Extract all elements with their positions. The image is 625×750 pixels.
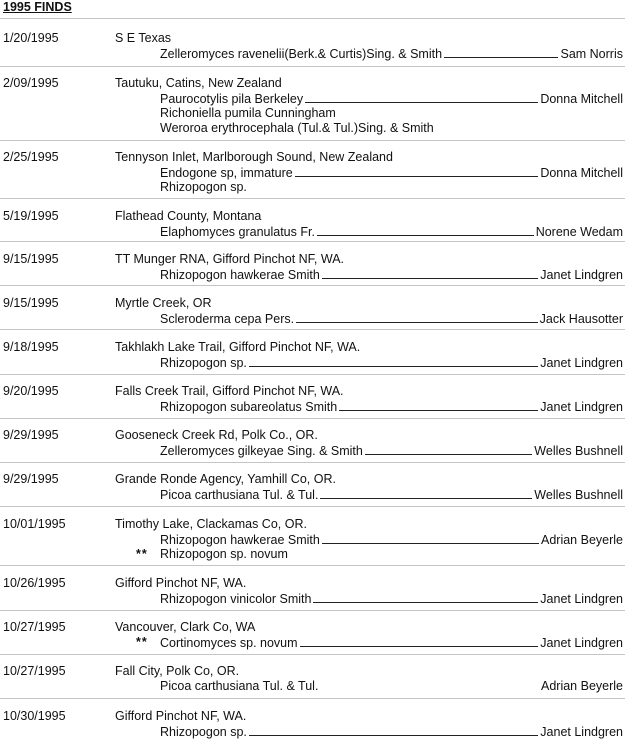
specimen-line bbox=[160, 180, 623, 195]
taxon-name: Rhizopogon vinicolor Smith bbox=[160, 592, 312, 606]
collector-name: Welles Bushnell bbox=[534, 444, 623, 458]
entry-divider bbox=[0, 198, 625, 199]
entry-divider bbox=[0, 374, 625, 375]
taxon-name: Rhizopogon sp. bbox=[160, 725, 247, 739]
collector-name: Janet Lindgren bbox=[540, 725, 623, 739]
entry-divider bbox=[0, 418, 625, 419]
leader-line bbox=[313, 591, 538, 603]
entry-date: 10/30/1995 bbox=[3, 709, 66, 723]
taxon-name: Scleroderma cepa Pers. bbox=[160, 312, 295, 326]
specimen-line bbox=[160, 121, 623, 136]
entry-location: Timothy Lake, Clackamas Co, OR. bbox=[115, 517, 307, 531]
specimen-line bbox=[160, 399, 623, 414]
entry-location: Tautuku, Catins, New Zealand bbox=[115, 76, 282, 90]
leader-line bbox=[365, 443, 532, 455]
specimen-line bbox=[136, 547, 623, 562]
leader-line bbox=[320, 487, 532, 499]
entry-location: Gifford Pinchot NF, WA. bbox=[115, 709, 247, 723]
leader-line bbox=[249, 724, 538, 736]
entry-location: Falls Creek Trail, Gifford Pinchot NF, WA. bbox=[115, 384, 344, 398]
specimen-line bbox=[160, 311, 623, 326]
leader-line bbox=[339, 399, 538, 411]
specimen-line bbox=[160, 679, 623, 694]
entry-date: 10/26/1995 bbox=[3, 576, 66, 590]
leader-line bbox=[305, 91, 538, 103]
specimen-line bbox=[160, 165, 623, 180]
leader-line bbox=[295, 165, 539, 177]
novum-marker: ** bbox=[136, 547, 148, 561]
taxon-name: Zelleromyces ravenelii(Berk.& Curtis)Sing. & Smith bbox=[160, 47, 443, 61]
taxon-name: Picoa carthusiana Tul. & Tul. bbox=[160, 679, 319, 693]
leader-line bbox=[296, 311, 538, 323]
leader-line bbox=[322, 267, 538, 279]
collector-name: Janet Lindgren bbox=[540, 400, 623, 414]
collector-name: Janet Lindgren bbox=[540, 268, 623, 282]
specimen-line bbox=[160, 591, 623, 606]
collector-name: Janet Lindgren bbox=[540, 356, 623, 370]
entry-location: Vancouver, Clark Co, WA bbox=[115, 620, 256, 634]
taxon-name: Picoa carthusiana Tul. & Tul. bbox=[160, 488, 319, 502]
specimen-line bbox=[160, 91, 623, 106]
entry-date: 9/29/1995 bbox=[3, 428, 59, 442]
taxon-name: Rhizopogon sp. bbox=[160, 180, 247, 194]
entry-date: 9/29/1995 bbox=[3, 472, 59, 486]
entry-divider bbox=[0, 329, 625, 330]
collector-name: Janet Lindgren bbox=[540, 636, 623, 650]
entry-location: Takhlakh Lake Trail, Gifford Pinchot NF, WA. bbox=[115, 340, 361, 354]
entry-location: Gifford Pinchot NF, WA. bbox=[115, 576, 247, 590]
specimen-line bbox=[160, 106, 623, 121]
taxon-name: Rhizopogon hawkerae Smith bbox=[160, 533, 320, 547]
entry-date: 9/15/1995 bbox=[3, 296, 59, 310]
collector-name: Janet Lindgren bbox=[540, 592, 623, 606]
entry-location: Gooseneck Creek Rd, Polk Co., OR. bbox=[115, 428, 318, 442]
specimen-line bbox=[160, 46, 623, 61]
taxon-name: Endogone sp, immature bbox=[160, 166, 293, 180]
collector-name: Welles Bushnell bbox=[534, 488, 623, 502]
leader-line bbox=[444, 46, 558, 58]
taxon-name: Richoniella pumila Cunningham bbox=[160, 106, 336, 120]
entry-location: Myrtle Creek, OR bbox=[115, 296, 212, 310]
entry-date: 2/25/1995 bbox=[3, 150, 59, 164]
entry-location: Grande Ronde Agency, Yamhill Co, OR. bbox=[115, 472, 336, 486]
entry-divider bbox=[0, 18, 625, 19]
specimen-line bbox=[160, 487, 623, 502]
specimen-line bbox=[160, 267, 623, 282]
entry-location: Fall City, Polk Co, OR. bbox=[115, 664, 240, 678]
leader-line bbox=[317, 224, 534, 236]
entry-location: Flathead County, Montana bbox=[115, 209, 262, 223]
collector-name: Norene Wedam bbox=[535, 225, 623, 239]
collector-name: Sam Norris bbox=[560, 47, 623, 61]
specimen-line bbox=[160, 355, 623, 370]
entry-date: 1/20/1995 bbox=[3, 31, 59, 45]
entry-divider bbox=[0, 610, 625, 611]
taxon-name: Paurocotylis pila Berkeley bbox=[160, 92, 304, 106]
entry-divider bbox=[0, 462, 625, 463]
collector-name: Donna Mitchell bbox=[540, 92, 623, 106]
specimen-line bbox=[136, 635, 623, 650]
taxon-name: Rhizopogon sp. bbox=[160, 356, 247, 370]
taxon-name: Zelleromyces gilkeyae Sing. & Smith bbox=[160, 444, 363, 458]
entry-divider bbox=[0, 506, 625, 507]
entry-divider bbox=[0, 654, 625, 655]
entry-date: 10/27/1995 bbox=[3, 620, 66, 634]
entry-date: 9/18/1995 bbox=[3, 340, 59, 354]
entry-location: S E Texas bbox=[115, 31, 172, 45]
entry-date: 9/20/1995 bbox=[3, 384, 59, 398]
entry-location: TT Munger RNA, Gifford Pinchot NF, WA. bbox=[115, 252, 345, 266]
entry-divider bbox=[0, 698, 625, 699]
page-title: 1995 FINDS bbox=[3, 0, 72, 14]
taxon-name: Weroroa erythrocephala (Tul.& Tul.)Sing. & Smith bbox=[160, 121, 434, 135]
entry-location: Tennyson Inlet, Marlborough Sound, New Zealand bbox=[115, 150, 393, 164]
specimen-line bbox=[160, 224, 623, 239]
specimen-line bbox=[160, 724, 623, 739]
taxon-name: Elaphomyces granulatus Fr. bbox=[160, 225, 315, 239]
entry-divider bbox=[0, 285, 625, 286]
entry-date: 9/15/1995 bbox=[3, 252, 59, 266]
taxon-name: Cortinomyces sp. novum bbox=[160, 636, 298, 650]
entry-divider bbox=[0, 140, 625, 141]
novum-marker: ** bbox=[136, 635, 148, 649]
entry-date: 5/19/1995 bbox=[3, 209, 59, 223]
entry-divider bbox=[0, 241, 625, 242]
entry-divider bbox=[0, 66, 625, 67]
collector-name: Donna Mitchell bbox=[540, 166, 623, 180]
leader-line bbox=[322, 532, 539, 544]
collector-name: Adrian Beyerle bbox=[541, 679, 623, 693]
specimen-line bbox=[160, 443, 623, 458]
collector-name: Adrian Beyerle bbox=[541, 533, 623, 547]
entry-date: 10/27/1995 bbox=[3, 664, 66, 678]
entry-date: 2/09/1995 bbox=[3, 76, 59, 90]
entry-date: 10/01/1995 bbox=[3, 517, 66, 531]
leader-line bbox=[300, 635, 539, 647]
specimen-line bbox=[160, 532, 623, 547]
taxon-name: Rhizopogon hawkerae Smith bbox=[160, 268, 320, 282]
taxon-name: Rhizopogon subareolatus Smith bbox=[160, 400, 338, 414]
entry-divider bbox=[0, 565, 625, 566]
leader-line bbox=[249, 355, 538, 367]
collector-name: Jack Hausotter bbox=[539, 312, 623, 326]
taxon-name: Rhizopogon sp. novum bbox=[160, 547, 288, 561]
